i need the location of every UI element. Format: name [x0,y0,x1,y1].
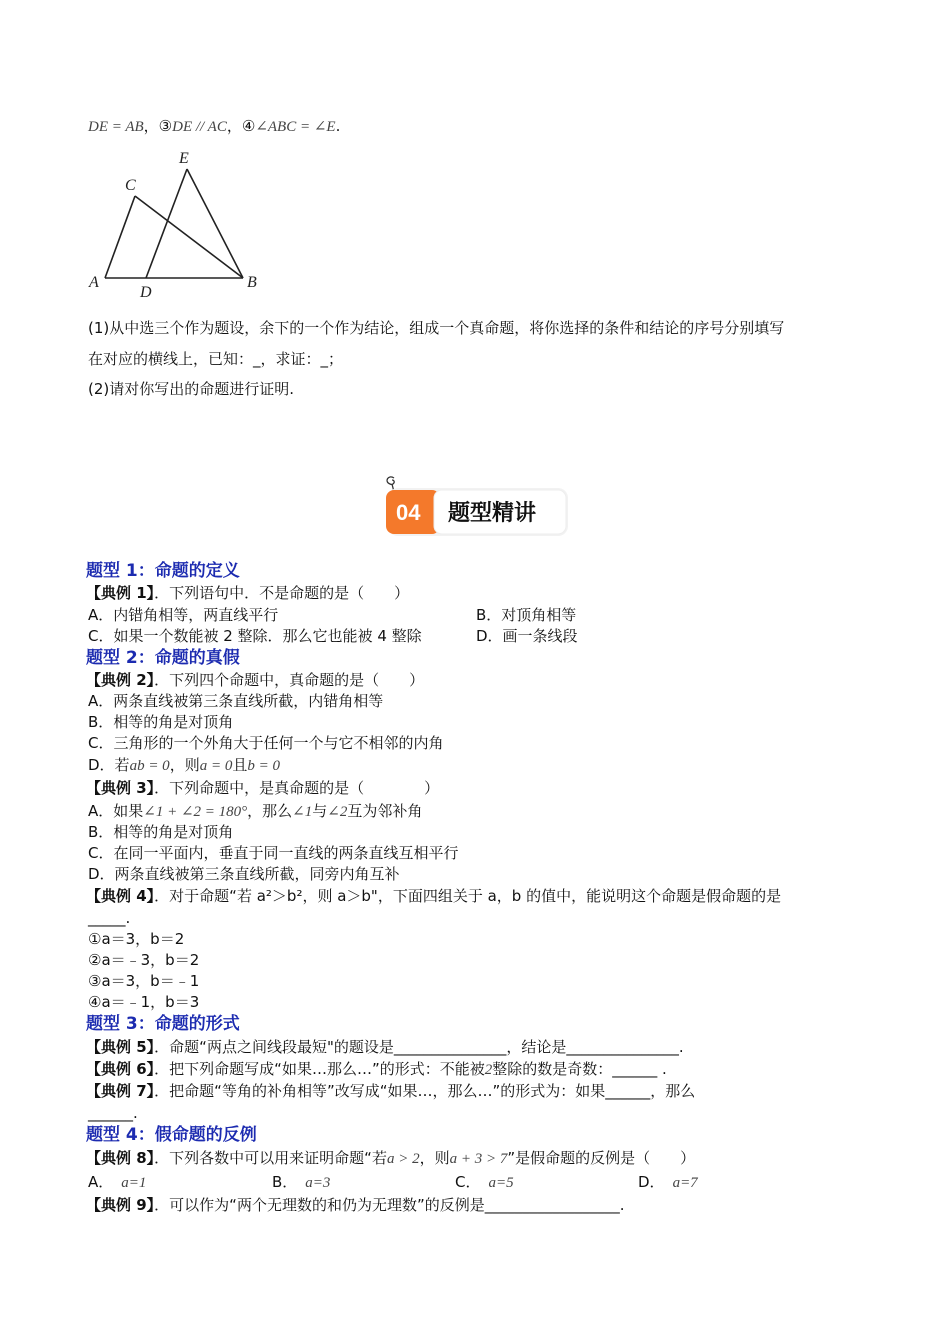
condition-4: ∠ABC = ∠E [255,119,336,135]
example-7-blank: ______. [88,1104,138,1122]
example-2-option-c: C．三角形的一个外角大于任何一个与它不相邻的内角 [88,734,444,752]
example-2-option-a: A．两条直线被第三条直线所截，内错角相等 [88,692,384,710]
example-3-option-c: C．在同一平面内，垂直于同一直线的两条直线互相平行 [88,844,459,862]
example-2: 【典例 2】．下列四个命题中，真命题的是（ ） [86,671,425,689]
example-8-option-d: D． a=7 [638,1173,698,1191]
segment-EB [187,169,243,278]
example-5: 【典例 5】．命题“两点之间线段最短"的题设是_______________，结论是_______________. [86,1038,684,1056]
example-1-option-b: B．对顶角相等 [476,606,577,624]
example-8-option-c: C． a=5 [455,1173,514,1191]
example-3-option-a: A．如果∠1 + ∠2 = 180°，那么∠1与∠2互为邻补角 [88,802,423,820]
banner-number: 04 [396,500,421,525]
example-2-option-d: D．若ab = 0，则a = 0且b = 0 [88,756,280,774]
example-8: 【典例 8】．下列各数中可以用来证明命题“若a > 2，则a + 3 > 7”是假命题的反例是（ ） [86,1149,696,1167]
label-B: B [247,274,257,291]
type-2-heading: 题型 2：命题的真假 [86,648,240,668]
type-4-heading: 题型 4：假命题的反例 [86,1125,257,1145]
section-banner [380,470,575,540]
label-A: A [89,274,99,291]
condition-2: DE = AB [88,119,144,135]
example-1: 【典例 1】．下列语句中．不是命题的是（ ） [86,584,410,602]
example-3-option-d: D．两条直线被第三条直线所截，同旁内角互补 [88,865,400,883]
example-1-option-d: D．画一条线段 [476,627,578,645]
example-4-option-1: ①a＝3，b＝2 [88,930,185,948]
label-C: C [125,177,136,194]
example-4-option-2: ②a＝﹣3，b＝2 [88,951,200,969]
label-E: E [179,150,189,167]
triangle-figure [80,145,270,300]
condition-line: DE = AB，③DE // AC，④∠ABC = ∠E. [88,117,341,135]
question-1-line-1: (1)从中选三个作为题设，余下的一个作为结论，组成一个真命题，将你选择的条件和结论的序号分别填写 [88,319,785,337]
condition-3: DE // AC [172,119,227,135]
type-3-heading: 题型 3：命题的形式 [86,1014,240,1034]
example-3: 【典例 3】．下列命题中，是真命题的是（ ） [86,779,440,797]
segment-AC [105,196,135,278]
example-2-option-b: B．相等的角是对顶角 [88,713,234,731]
banner-title: 题型精讲 [448,501,537,526]
question-1-line-2: 在对应的横线上，已知：_，求证：_； [88,350,344,368]
example-1-option-a: A．内错角相等，两直线平行 [88,606,279,624]
example-6: 【典例 6】．把下列命题写成“如果…那么…”的形式：不能被2整除的数是奇数：______ . [86,1060,667,1078]
example-3-option-b: B．相等的角是对顶角 [88,823,234,841]
label-D: D [140,284,152,300]
example-4-option-4: ④a＝﹣1，b＝3 [88,993,200,1011]
question-2: (2)请对你写出的命题进行证明. [88,380,295,398]
example-7: 【典例 7】．把命题“等角的补角相等”改写成“如果…，那么…”的形式为：如果______，那么 [86,1082,696,1100]
segment-DE [146,169,187,278]
example-4: 【典例 4】．对于命题“若 a²＞b²，则 a＞b"，下面四组关于 a，b 的值中，能说明这个命题是假命题的是 [86,887,782,905]
example-9: 【典例 9】．可以作为“两个无理数的和仍为无理数”的反例是__________________. [86,1196,625,1214]
example-8-option-b: B． a=3 [272,1173,331,1191]
example-1-option-c: C．如果一个数能被 2 整除．那么它也能被 4 整除 [88,627,422,645]
type-1-heading: 题型 1：命题的定义 [86,561,240,581]
example-8-option-a: A． a=1 [88,1173,147,1191]
example-4-blank: _____. [88,909,131,927]
example-4-option-3: ③a＝3，b＝﹣1 [88,972,200,990]
